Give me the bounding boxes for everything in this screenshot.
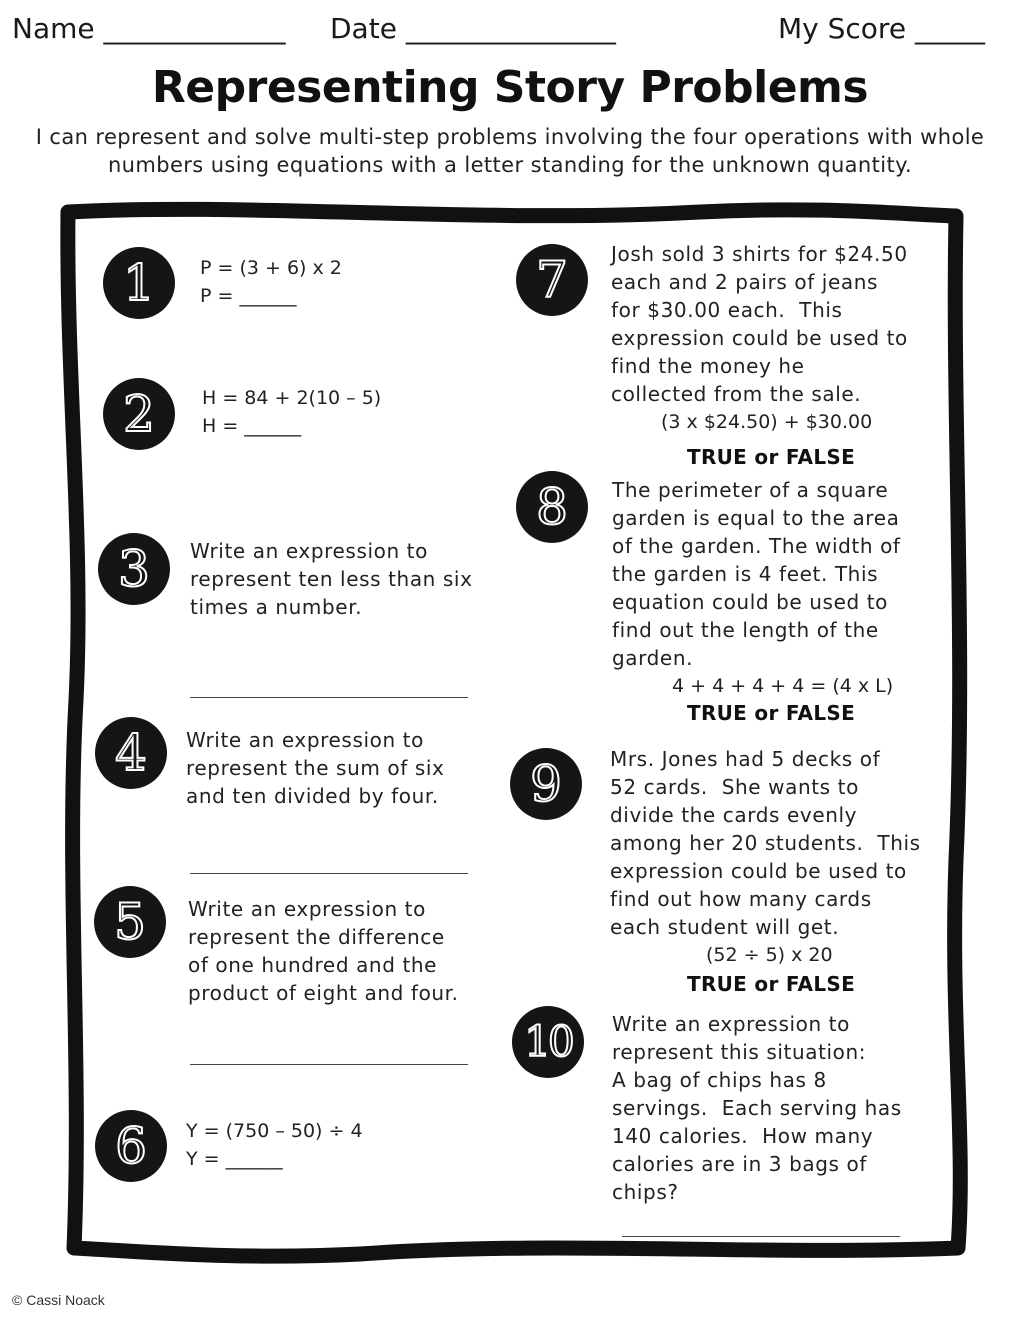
problem-10-answer-line[interactable] bbox=[622, 1236, 900, 1237]
problem-number-10-badge: 10 bbox=[512, 1006, 584, 1078]
problem-9-true-or-false[interactable]: TRUE or FALSE bbox=[687, 972, 856, 996]
date-field-label: Date _______________ bbox=[330, 12, 616, 45]
problem-4-answer-line[interactable] bbox=[190, 873, 468, 874]
problem-9-prompt: Mrs. Jones had 5 decks of 52 cards. She wants to divide the cards evenly among her 20 students. This expression could be used to find out how many cards each student will get. bbox=[610, 747, 921, 939]
problem-6-answer-blank[interactable]: Y = ______ bbox=[186, 1148, 283, 1170]
score-field-label: My Score _____ bbox=[778, 12, 985, 45]
problem-number-7-badge: 7 bbox=[516, 244, 588, 316]
problem-8-expression: 4 + 4 + 4 + 4 = (4 x L) bbox=[672, 675, 894, 697]
problem-5-prompt: Write an expression to represent the difference of one hundred and the product of eight and four. bbox=[188, 897, 459, 1005]
problem-number-2-badge: 2 bbox=[103, 378, 175, 450]
problem-5-answer-line[interactable] bbox=[190, 1064, 468, 1065]
learning-objective: I can represent and solve multi-step problems involving the four operations with whole numbers using equations with a letter standing for the unknown quantity. bbox=[35, 125, 985, 177]
problem-number-6-badge: 6 bbox=[95, 1110, 167, 1182]
problem-7-expression: (3 x $24.50) + $30.00 bbox=[661, 411, 873, 433]
problem-number-9-badge: 9 bbox=[510, 748, 582, 820]
problem-8-prompt: The perimeter of a square garden is equal to the area of the garden. The width of the garden is 4 feet. This equation could be used to find out the length of the garden. bbox=[612, 478, 901, 670]
problem-3-prompt: Write an expression to represent ten less than six times a number. bbox=[190, 539, 473, 619]
problem-1-answer-blank[interactable]: P = ______ bbox=[200, 285, 297, 307]
problem-7-true-or-false[interactable]: TRUE or FALSE bbox=[687, 445, 856, 469]
problem-4-prompt: Write an expression to represent the sum of six and ten divided by four. bbox=[186, 728, 445, 808]
problem-number-1-badge: 1 bbox=[103, 247, 175, 319]
copyright-notice: © Cassi Noack bbox=[12, 1292, 105, 1308]
problem-number-4-badge: 4 bbox=[95, 717, 167, 789]
problem-2-answer-blank[interactable]: H = ______ bbox=[202, 415, 302, 437]
problem-3-answer-line[interactable] bbox=[190, 697, 468, 698]
problem-6-equation: Y = (750 – 50) ÷ 4 bbox=[186, 1120, 363, 1142]
problem-2-equation: H = 84 + 2(10 – 5) bbox=[202, 387, 382, 409]
problem-7-prompt: Josh sold 3 shirts for $24.50 each and 2 pairs of jeans for $30.00 each. This expression could be used to find the money he collected from the sale. bbox=[611, 242, 908, 406]
problem-number-8-badge: 8 bbox=[516, 471, 588, 543]
problem-1-equation: P = (3 + 6) x 2 bbox=[200, 257, 342, 279]
problem-10-prompt: Write an expression to represent this situation: A bag of chips has 8 servings. Each serving has 140 calories. How many calories are in 3 bags of chips? bbox=[612, 1012, 902, 1204]
problem-number-3-badge: 3 bbox=[98, 533, 170, 605]
problem-9-expression: (52 ÷ 5) x 20 bbox=[706, 944, 833, 966]
page-title: Representing Story Problems bbox=[151, 62, 869, 113]
problem-8-true-or-false[interactable]: TRUE or FALSE bbox=[687, 701, 856, 725]
name-field-label: Name _____________ bbox=[12, 12, 286, 45]
problem-number-5-badge: 5 bbox=[94, 886, 166, 958]
